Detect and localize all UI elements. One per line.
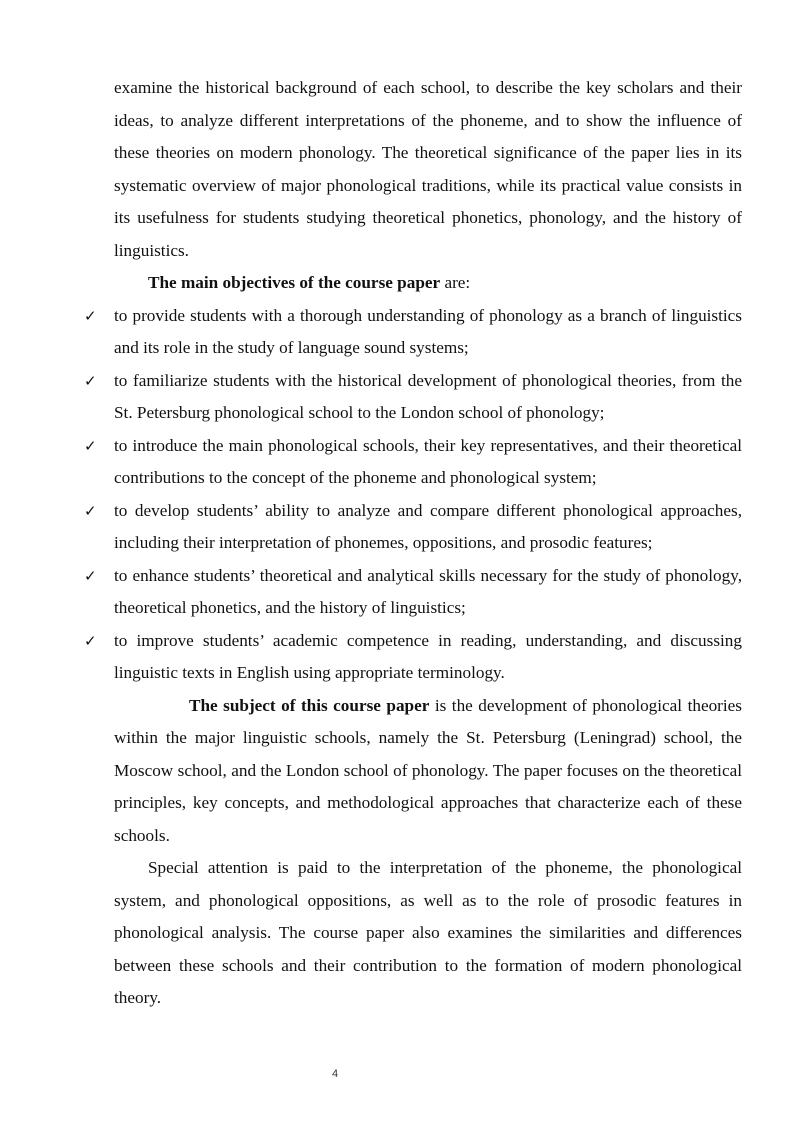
objective-item (84, 365, 742, 430)
objectives-heading-rest: are: (440, 273, 471, 292)
attention-paragraph: Special attention is paid to the interpretation of the phoneme, the phonological system, and phonological oppositions, as well as to the role of prosodic features in phonological analysis. The course paper also examines the similarities and differences between these schools and their contribution to the formation of modern phonological theory. (114, 858, 742, 1007)
objective-item (84, 560, 742, 625)
objective-item (84, 430, 742, 495)
objectives-list (84, 300, 742, 690)
objective-item (84, 495, 742, 560)
subject-paragraph (114, 690, 742, 853)
objectives-heading (114, 267, 742, 300)
check-icon: ✓ (84, 371, 97, 390)
check-icon: ✓ (84, 306, 97, 325)
page-number: 4 (331, 1068, 339, 1080)
objective-text: to enhance students’ theoretical and analytical skills necessary for the study of phonology, theoretical phonetics, and the history of linguistics; (114, 565, 742, 617)
objective-text: to develop students’ ability to analyze and compare different phonological approaches, including their interpretation of phonemes, oppositions, and prosodic features; (114, 500, 742, 552)
objective-text: to introduce the main phonological schools, their key representatives, and their theoretical contributions to the concept of the phoneme and phonological system; (114, 435, 742, 487)
intro-paragraph: examine the historical background of each school, to describe the key scholars and their ideas, to analyze different interpretations of the phoneme, and to show the influence of these theories on modern phonology. The theoretical significance of the paper lies in its systematic overview of major phonological traditions, while its practical value consists in its usefulness for students studying theoretical phonetics, phonology, and the history of linguistics. (114, 78, 742, 260)
page-body (84, 72, 742, 1015)
check-icon: ✓ (84, 436, 97, 455)
objective-item (84, 625, 742, 690)
objective-text: to familiarize students with the historical development of phonological theories, from the St. Petersburg phonological school to the London school of phonology; (114, 370, 742, 422)
check-icon: ✓ (84, 566, 97, 585)
objectives-heading-bold: The main objectives of the course paper (148, 273, 441, 292)
check-icon: ✓ (84, 631, 97, 650)
objective-text: to improve students’ academic competence in reading, understanding, and discussing linguistic texts in English using appropriate terminology. (114, 630, 742, 682)
subject-rest: is the development of phonological theories within the major linguistic schools, namely the St. Petersburg (Leningrad) school, the Moscow school, and the London school of phonology. The paper focuses on the theoretical principles, key concepts, and methodological approaches that characterize each of these schools. (114, 695, 742, 845)
objective-item (84, 300, 742, 365)
subject-bold: The subject of this course paper (189, 695, 430, 715)
check-icon: ✓ (84, 501, 97, 520)
objective-text: to provide students with a thorough understanding of phonology as a branch of linguistics and its role in the study of language sound systems; (114, 305, 742, 357)
